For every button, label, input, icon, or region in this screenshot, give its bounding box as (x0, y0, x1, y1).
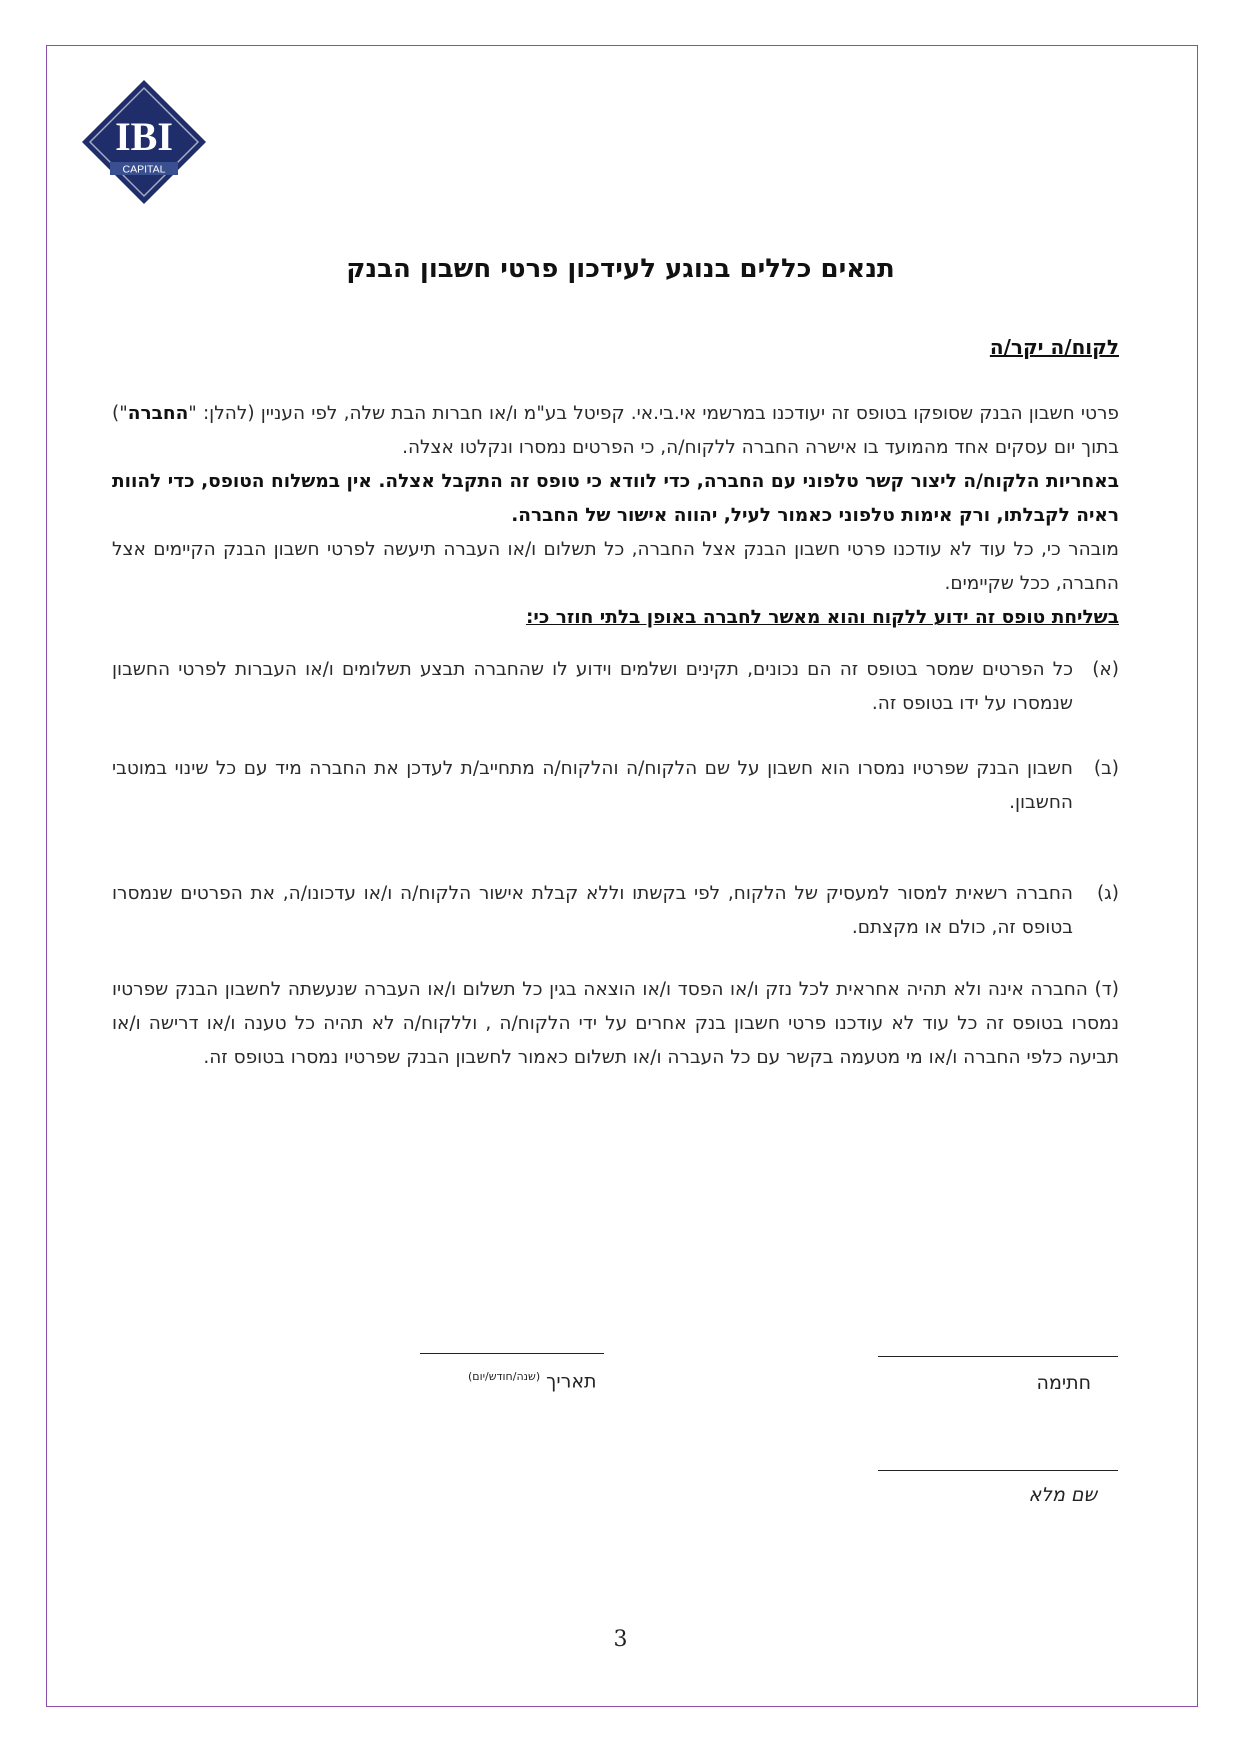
document-title: תנאים כללים בנוגע לעידכון פרטי חשבון הבנק (346, 254, 895, 284)
logo-sub: CAPITAL (122, 163, 166, 176)
signature-line (878, 1356, 1118, 1357)
date-label-group (468, 1370, 597, 1392)
date-line (420, 1353, 604, 1354)
intro-paragraph-2: באחריות הלקוח/ה ליצור קשר טלפוני עם החברה, כדי לוודא כי טופס זה התקבל אצלה. אין במשלוח הטופס, כדי להוות ראיה לקבלתו, ורק אימות טלפוני כאמור לעיל, יהווה אישור של החברה. (112, 471, 1119, 526)
intro-section (112, 397, 1119, 635)
clause-label: (ג) (1096, 883, 1119, 904)
intro-paragraph-4: בשליחת טופס זה ידוע ללקוח והוא מאשר לחברה באופן בלתי חוזר כי: (525, 607, 1119, 628)
intro-paragraph-1: פרטי חשבון הבנק שסופקו בטופס זה יעודכנו במרשמי אי.בי.אי. קפיטל בע"מ ו/או חברות הבת שלה, לפי העניין (להלן: "החברה") בתוך יום עסקים אחד מהמועד בו אישרה החברה ללקוח/ה, כי הפרטים נמסרו ונקלטו אצלה. (112, 403, 1119, 458)
company-defined-term: החברה (127, 403, 189, 424)
clause-b (112, 752, 1119, 820)
greeting: לקוח/ה יקר/ה (989, 335, 1119, 359)
clause-label: (א) (1092, 659, 1119, 680)
intro-paragraph-3: מובהר כי, כל עוד לא עודכנו פרטי חשבון הבנק אצל החברה, כל תשלום ו/או העברה תיעשה לפרטי חשבון הבנק הקיימים אצל החברה, ככל שקיימים. (112, 539, 1119, 594)
logo-brand: IBI (115, 114, 173, 159)
signature-label: חתימה (1036, 1372, 1091, 1394)
full-name-line (878, 1470, 1118, 1471)
clause-c (112, 877, 1119, 945)
date-label: תאריך (546, 1370, 597, 1393)
clause-text: החברה רשאית למסור למעסיק של הלקוח, לפי בקשתו וללא קבלת אישור הלקוח/ה ו/או עדכונו/ה, את הפרטים שנמסרו בטופס זה, כולם או מקצתם. (112, 883, 1073, 938)
clause-label: (ב) (1093, 758, 1119, 779)
clause-text: חשבון הבנק שפרטיו נמסרו הוא חשבון על שם הלקוח/ה והלקוח/ה מתחייב/ת לעדכן את החברה מיד עם כל שינוי במוטבי החשבון. (112, 758, 1073, 813)
page-number: 3 (613, 1627, 628, 1652)
date-format: (שנה/חודש/יום) (468, 1370, 541, 1383)
ibi-capital-logo (80, 78, 208, 206)
clause-text: כל הפרטים שמסר בטופס זה הם נכונים, תקינים ושלמים וידוע לו שהחברה תבצע תשלומים ו/או העברות לפרטי החשבון שנמסרו על ידו בטופס זה. (112, 659, 1073, 714)
clause-a (112, 653, 1119, 721)
full-name-label: שם מלא (1028, 1484, 1097, 1506)
page-border (46, 45, 1198, 1707)
clause-d: (ד) החברה אינה ולא תהיה אחראית לכל נזק ו/או הפסד ו/או הוצאה בגין כל תשלום ו/או העברה שנעשתה לחשבון הבנק שפרטיו נמסרו בטופס זה כל עוד לא עודכנו פרטי חשבון בנק אחרים על ידי הלקוח/ה , וללקוח/ה לא תהיה כל טענה ו/או דרישה ו/או תביעה כלפי החברה ו/או מי מטעמה בקשר עם כל העברה ו/או תשלום כאמור לחשבון הבנק שפרטיו נמסרו בטופס זה. (112, 979, 1119, 1068)
